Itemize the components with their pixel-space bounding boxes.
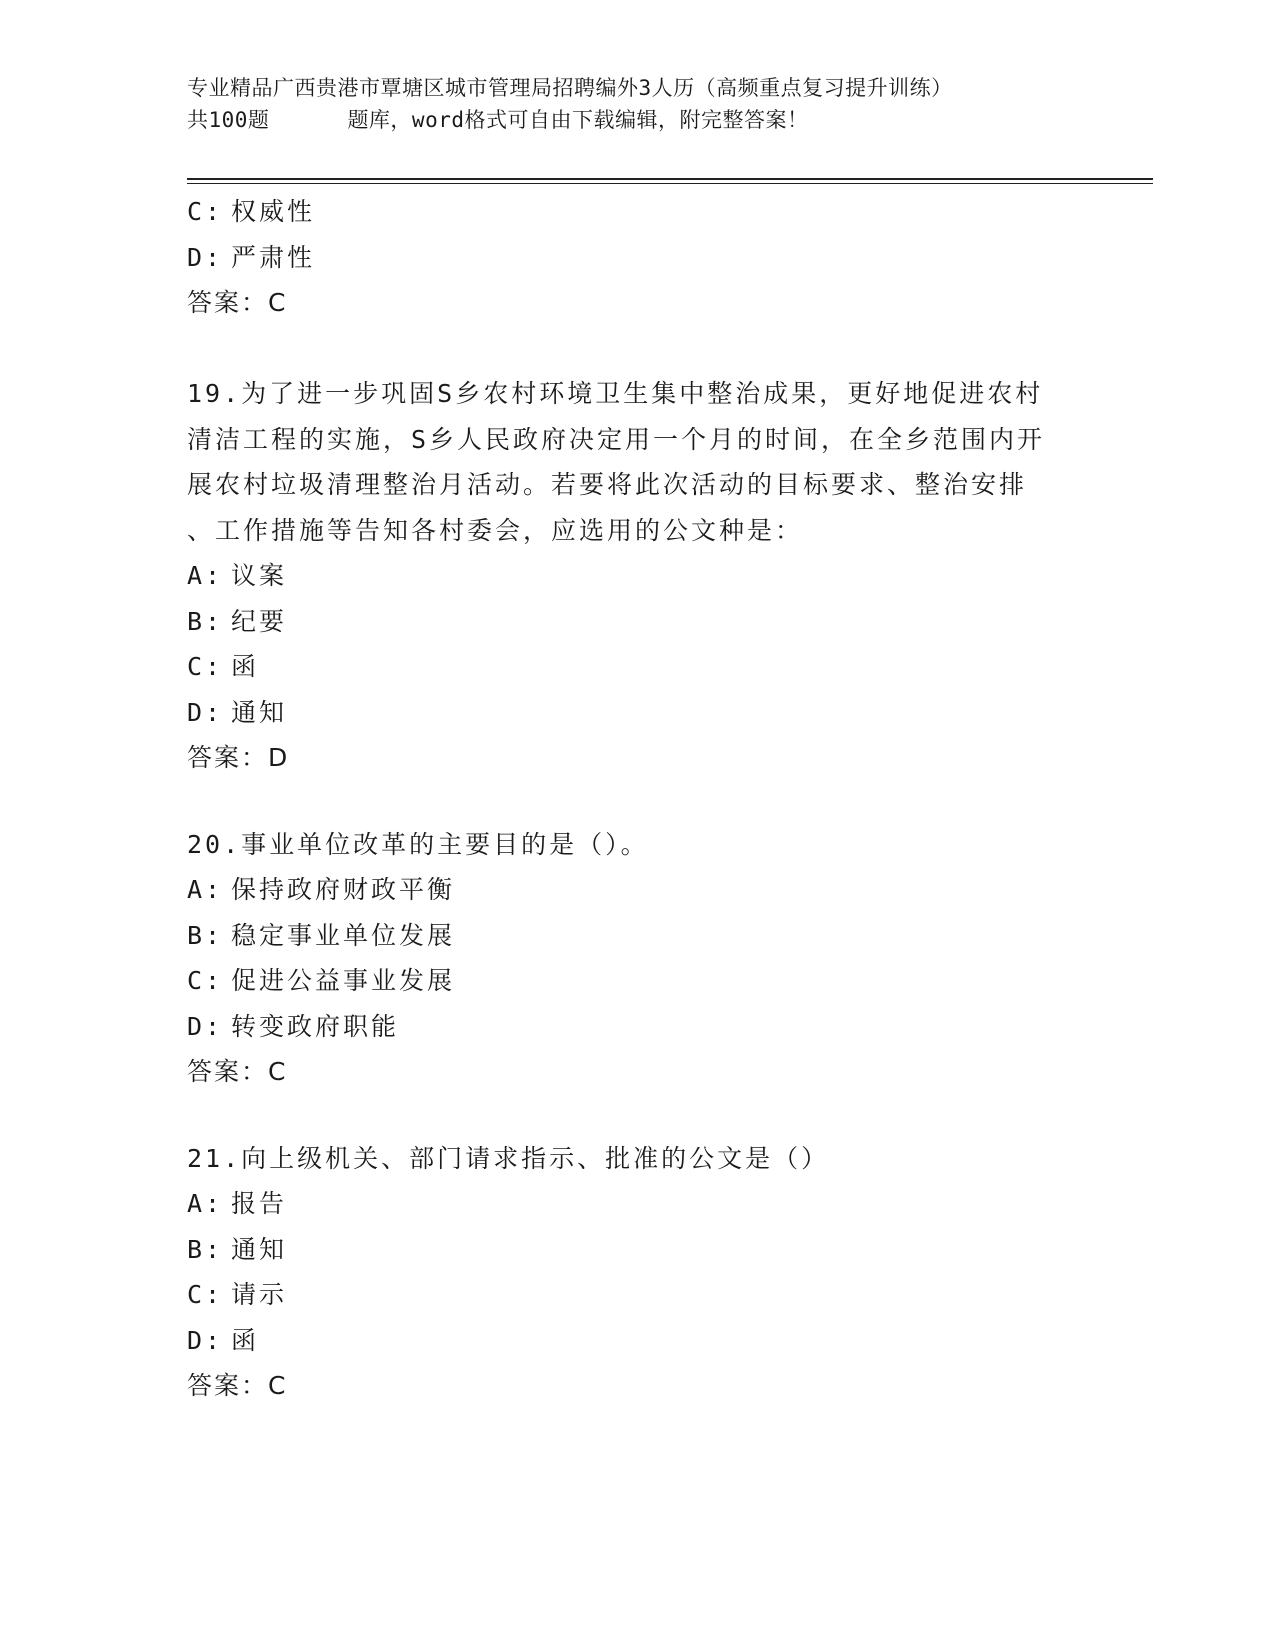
- option-a: A: 保持政府财政平衡: [187, 875, 456, 904]
- answer-line: 答案：C: [187, 1057, 288, 1086]
- question-list: [187, 189, 1087, 1409]
- option-b: B: 纪要: [187, 606, 288, 636]
- option-d: D: 通知: [187, 697, 288, 727]
- header-title-line: 专业精品广西贵港市覃塘区城市管理局招聘编外3人历（高频重点复习提升训练）: [187, 76, 953, 100]
- header-subtitle-line: [187, 104, 1087, 136]
- option-d: D: 转变政府职能: [187, 1011, 400, 1041]
- question-stem-line: 20.事业单位改革的主要目的是（）。: [187, 829, 649, 859]
- option-d: D: 函: [187, 1325, 260, 1355]
- question-stem-line: 清洁工程的实施，S乡人民政府决定用一个月的时间，在全乡范围内开: [187, 424, 1046, 454]
- question-stem-line: 19.为了进一步巩固S乡农村环境卫生集中整治成果，更好地促进农村: [187, 379, 1044, 408]
- header-divider-thick: [187, 178, 1153, 180]
- answer-line: 答案：D: [187, 743, 290, 772]
- page-header: [187, 72, 1087, 136]
- option-c: C: 权威性: [187, 197, 316, 226]
- question-18-tail: [187, 189, 1087, 326]
- question-stem-line: 21.向上级机关、部门请求指示、批准的公文是（）: [187, 1143, 830, 1173]
- header-description: 题库，word格式可自由下载编辑，附完整答案！: [347, 108, 809, 132]
- header-divider-thin: [187, 183, 1153, 184]
- option-b: B: 稳定事业单位发展: [187, 920, 456, 950]
- option-a: A: 报告: [187, 1189, 288, 1218]
- option-c: C: 促进公益事业发展: [187, 966, 456, 995]
- option-c: C: 请示: [187, 1280, 288, 1309]
- question-stem-line: 、工作措施等告知各村委会，应选用的公文种是：: [187, 515, 804, 545]
- answer-line: 答案：C: [187, 288, 288, 317]
- option-d: D: 严肃性: [187, 242, 316, 272]
- question-19: [187, 371, 1087, 781]
- option-b: B: 通知: [187, 1234, 288, 1264]
- option-a: A: 议案: [187, 561, 288, 590]
- question-20: [187, 822, 1087, 1095]
- header-question-count: 共100题: [187, 108, 270, 132]
- option-c: C: 函: [187, 652, 260, 681]
- question-21: [187, 1136, 1087, 1409]
- question-stem-line: 展农村垃圾清理整治月活动。若要将此次活动的目标要求、整治安排: [187, 470, 1028, 499]
- answer-line: 答案：C: [187, 1371, 288, 1400]
